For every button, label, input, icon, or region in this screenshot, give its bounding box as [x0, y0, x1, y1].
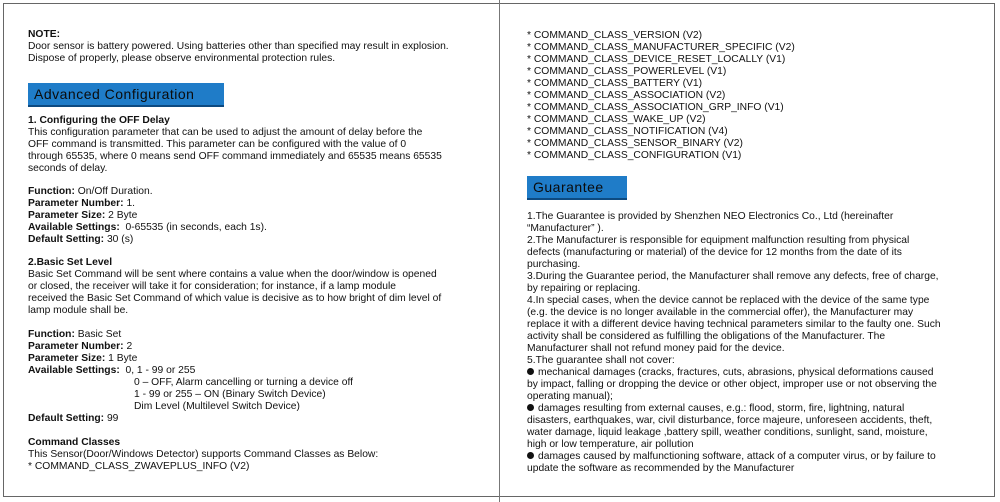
param1-desc-line: seconds of delay. [28, 163, 108, 174]
guarantee-line: 3.During the Guarantee period, the Manufacturer shall remove any defects, free of charge, [527, 271, 939, 282]
param1-settings [28, 222, 267, 234]
param2-desc-line: or closed, the receiver will take it for consideration; for instance, if a lamp module [28, 281, 396, 292]
guarantee-line: 4.In special cases, when the device cannot be replaced with the device of the same type [527, 295, 930, 306]
label: Available Settings: [28, 365, 120, 376]
command-class-item: * COMMAND_CLASS_SENSOR_BINARY (V2) [527, 138, 743, 149]
param1-default [28, 234, 133, 246]
param2-desc-line: Basic Set Command will be sent where contains a value when the door/window is opened [28, 269, 437, 280]
command-classes-title: Command Classes [28, 437, 121, 448]
guarantee-bullet-cont: operating manual); [527, 391, 613, 402]
guarantee-line: “Manufacturer” ). [527, 223, 604, 234]
column-divider [499, 0, 500, 502]
bullet-icon [527, 404, 534, 411]
guarantee-bullet-cont: by impact, falling or dropping the device or other object, improper use or not observing the [527, 379, 937, 390]
param2-default [28, 413, 118, 425]
guarantee-line: by repairing or replacing. [527, 283, 641, 294]
command-class-item: * COMMAND_CLASS_MANUFACTURER_SPECIFIC (V2) [527, 42, 795, 53]
guarantee-line: Manufacturer shall not refund money paid for the device. [527, 343, 785, 354]
guarantee-line: activity shall be considered as fulfilling the obligations of the Manufacturer. The [527, 331, 886, 342]
param2-size [28, 353, 137, 365]
guarantee-bullet [527, 451, 936, 463]
bullet-text: mechanical damages (cracks, fractures, cuts, abrasions, physical deformations caused [538, 367, 934, 378]
label: Default Setting: [28, 234, 105, 245]
param1-title: 1. Configuring the OFF Delay [28, 115, 170, 126]
guarantee-bullet [527, 367, 933, 379]
guarantee-bullet-cont: disasters, earthquakes, war, civil disturbance, force majeure, unforeseen accidents, theft, [527, 415, 933, 426]
note-line: Dispose of properly, please observe environmental protection rules. [28, 53, 336, 64]
guarantee-line: replace it with a different device having technical parameters similar to the faulty one. Such [527, 319, 941, 330]
label: Parameter Number: [28, 341, 124, 352]
value: 2 [123, 341, 133, 352]
label: Parameter Size: [28, 353, 106, 364]
param1-desc-line: through 65535, where 0 means send OFF command immediately and 65535 means 65535 [28, 151, 442, 162]
param2-title: 2.Basic Set Level [28, 257, 113, 268]
advanced-configuration-heading: Advanced Configuration [28, 83, 224, 107]
param1-desc-line: OFF command is transmitted. This parameter can be configured with the value of 0 [28, 139, 407, 150]
param2-number [28, 341, 132, 353]
param1-number [28, 198, 135, 210]
value: On/Off Duration. [74, 186, 153, 197]
label: Parameter Number: [28, 198, 124, 209]
command-class-item: * COMMAND_CLASS_DEVICE_RESET_LOCALLY (V1) [527, 54, 786, 65]
guarantee-line: purchasing. [527, 259, 581, 270]
command-class-item: * COMMAND_CLASS_ASSOCIATION (V2) [527, 90, 726, 101]
bullet-icon [527, 452, 534, 459]
value: 0-65535 (in seconds, each 1s). [119, 222, 267, 233]
note-title: NOTE: [28, 29, 61, 40]
guarantee-bullet-cont: update the software as recommended by the Manufacturer [527, 463, 795, 474]
command-class-item: * COMMAND_CLASS_BATTERY (V1) [527, 78, 703, 89]
param2-desc-line: lamp module shall be. [28, 305, 129, 316]
param2-function [28, 329, 121, 341]
command-class-item: * COMMAND_CLASS_NOTIFICATION (V4) [527, 126, 728, 137]
label: Function: [28, 329, 75, 340]
param2-desc-line: received the Basic Set Command of which value is decisive as to how bright of dim level of [28, 293, 442, 304]
command-class-item: * COMMAND_CLASS_VERSION (V2) [527, 30, 703, 41]
param1-desc-line: This configuration parameter that can be used to adjust the amount of delay before the [28, 127, 423, 138]
label: Available Settings: [28, 222, 120, 233]
guarantee-line: (e.g. the device is no longer available in the commercial offer), the Manufacturer may [527, 307, 914, 318]
param2-settings-line: 1 - 99 or 255 – ON (Binary Switch Device) [134, 389, 326, 400]
command-classes-line: This Sensor(Door/Windows Detector) supports Command Classes as Below: [28, 449, 379, 460]
command-classes-line: * COMMAND_CLASS_ZWAVEPLUS_INFO (V2) [28, 461, 250, 472]
bullet-icon [527, 368, 534, 375]
guarantee-line: 5.The guarantee shall not cover: [527, 355, 675, 366]
label: Parameter Size: [28, 210, 106, 221]
command-class-item: * COMMAND_CLASS_WAKE_UP (V2) [527, 114, 706, 125]
guarantee-line: 2.The Manufacturer is responsible for equipment malfunction resulting from physical [527, 235, 910, 246]
value: 99 [104, 413, 119, 424]
command-class-item: * COMMAND_CLASS_POWERLEVEL (V1) [527, 66, 727, 77]
value: 30 (s) [104, 234, 134, 245]
value: 0, 1 - 99 or 255 [119, 365, 196, 376]
param2-settings-line: Dim Level (Multilevel Switch Device) [134, 401, 300, 412]
param2-settings [28, 365, 195, 377]
command-class-item: * COMMAND_CLASS_CONFIGURATION (V1) [527, 150, 742, 161]
guarantee-line: defects (manufacturing or material) of the device for 12 months from the date of its [527, 247, 902, 258]
value: 1 Byte [105, 353, 138, 364]
value: Basic Set [74, 329, 122, 340]
value: 1. [123, 198, 136, 209]
param1-size [28, 210, 137, 222]
guarantee-bullet-cont: water damage, liquid leakage ,battery spill, weather conditions, sunlight, sand, moisture, [527, 427, 928, 438]
guarantee-bullet [527, 403, 904, 415]
bullet-text: damages resulting from external causes, e.g.: flood, storm, fire, lightning, natural [538, 403, 905, 414]
guarantee-heading: Guarantee [527, 176, 627, 200]
value: 2 Byte [105, 210, 138, 221]
command-class-item: * COMMAND_CLASS_ASSOCIATION_GRP_INFO (V1) [527, 102, 784, 113]
guarantee-line: 1.The Guarantee is provided by Shenzhen NEO Electronics Co., Ltd (hereinafter [527, 211, 894, 222]
label: Function: [28, 186, 75, 197]
label: Default Setting: [28, 413, 105, 424]
note-line: Door sensor is battery powered. Using batteries other than specified may result in explosion. [28, 41, 449, 52]
bullet-text: damages caused by malfunctioning software, attack of a computer virus, or by failure to [538, 451, 936, 462]
param1-function [28, 186, 153, 198]
guarantee-bullet-cont: high or low temperature, air pollution [527, 439, 694, 450]
param2-settings-line: 0 – OFF, Alarm cancelling or turning a device off [134, 377, 354, 388]
